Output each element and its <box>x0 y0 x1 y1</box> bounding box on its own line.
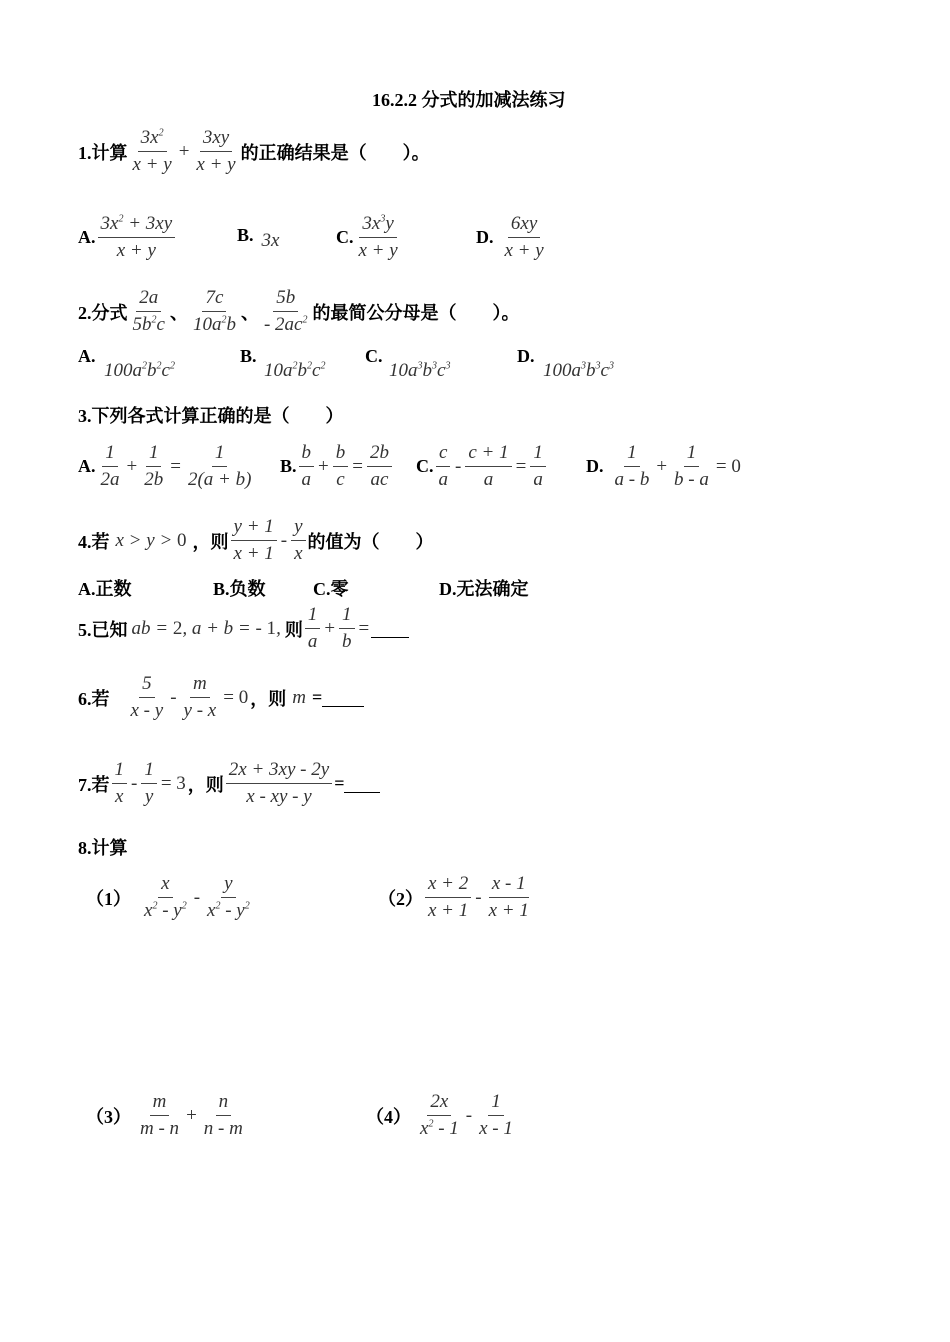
question-4: 4.若 x > y > 0 ，则 $\frac{y + 1}{x + 1}$ - $\frac{y}{x}$ 的值为（ ） <box>78 516 434 564</box>
q1-option-d: D. $\frac{6xy}{x + y}$ <box>476 213 544 261</box>
q1-tail: 的正确结果是（ ）。 <box>240 142 430 163</box>
option-label: D. <box>586 456 604 476</box>
part-label: （4） <box>366 1106 411 1127</box>
option-label: A. <box>78 456 96 476</box>
q4-option-a: A.正数 <box>78 579 132 599</box>
question-2: 2.分式 $\frac{2a}{5b^2c}$ 、 $\frac{7c}{10a^2b}$ 、 $\frac{5b}{- 2ac^2}$ 的最简公分母是（ ）。 <box>78 287 520 335</box>
q4-label: 4.若 <box>78 531 110 552</box>
q5-then: 则 <box>284 619 303 640</box>
question-7: 7.若 $\frac{1}{x}$ - $\frac{1}{y}$ = 3 ，则 $\frac{2x + 3xy - 2y}{x - xy - y}$ = <box>78 758 380 809</box>
q8-part-1: （1） $\frac{x}{x^2 - y^2}$ - $\frac{y}{x^2 - y^2}$ <box>86 873 250 921</box>
q2-option-a: A. $100a^2b^2c^2$ <box>78 346 175 381</box>
q4-option-d: D.无法确定 <box>439 579 529 599</box>
option-label: B. <box>280 456 297 476</box>
q6-then: ，则 <box>250 688 287 709</box>
q6-label: 6.若 <box>78 688 110 709</box>
q5-label: 5.已知 <box>78 619 128 640</box>
part-label: （2） <box>378 888 423 909</box>
part-label: （1） <box>86 888 131 909</box>
q4-option-b: B.负数 <box>213 579 266 599</box>
q7-then: ，则 <box>187 774 224 795</box>
question-8: 8.计算 <box>78 838 128 858</box>
q1-option-a: A. $\frac{3x^2 + 3xy}{x + y}$ <box>78 212 177 263</box>
option-label: B. <box>240 346 257 366</box>
q1-fraction-1: $\frac{3x^2}{x + y}$ <box>132 127 172 175</box>
q7-label: 7.若 <box>78 774 110 795</box>
q8-part-3: （3） $\frac{m}{m - n}$ + $\frac{n}{n - m}$ <box>86 1091 243 1139</box>
q4-option-c: C.零 <box>313 579 349 599</box>
q2-tail: 的最简公分母是（ ）。 <box>312 302 520 323</box>
q2-sep-2: 、 <box>240 302 259 323</box>
q2-option-d: D. $100a^3b^3c^3$ <box>517 346 614 381</box>
q3-option-d: D. $\frac{1}{a - b}$ + $\frac{1}{b - a}$ = 0 <box>586 442 741 490</box>
question-3: 3.下列各式计算正确的是（ ） <box>78 406 344 426</box>
question-5: 5.已知 ab = 2, a + b = - 1, 则 $\frac{1}{a}$ + $\frac{1}{b}$ = <box>78 603 409 654</box>
q3-option-c: C. $\frac{c}{a}$ - $\frac{c + 1}{a}$ = $\frac{1}{a}$ <box>416 441 548 492</box>
q1-option-c: C. $\frac{3x^3y}{x + y}$ <box>336 213 398 261</box>
q2-option-b: B. $10a^2b^2c^2$ <box>240 346 326 381</box>
option-label: A. <box>78 346 96 366</box>
q7-answer-blank[interactable] <box>344 774 380 793</box>
q3-option-a: A. $\frac{1}{2a}$ + $\frac{1}{2b}$ = $\frac{1}{2(a + b)}$ <box>78 442 252 490</box>
option-label: C. <box>365 346 383 366</box>
q4-then: ，则 <box>192 531 229 552</box>
q1-option-b: B. 3x <box>237 224 280 251</box>
q2-label: 2.分式 <box>78 302 128 323</box>
option-label: D. <box>517 346 535 366</box>
q8-part-4: （4） $\frac{2x}{x^2 - 1}$ - $\frac{1}{x - 1}$ <box>366 1091 513 1139</box>
part-label: （3） <box>86 1106 131 1127</box>
option-label: C. <box>416 456 434 476</box>
option-label: A. <box>78 227 96 247</box>
option-label: B. <box>237 224 254 245</box>
question-6: 6.若 $\frac{5}{x - y}$ - $\frac{m}{y - x}$ = 0 ，则 m = <box>78 672 364 723</box>
q8-part-2: （2） $\frac{x + 2}{x + 1}$ - $\frac{x - 1}{x + 1}$ <box>378 873 529 921</box>
q3-option-b: B. $\frac{b}{a}$ + $\frac{b}{c}$ = $\frac{2b}{ac}$ <box>280 441 394 492</box>
q2-sep-1: 、 <box>169 302 188 323</box>
q1-label: 1.计算 <box>78 142 128 163</box>
q2-option-c: C. $10a^3b^3c^3$ <box>365 346 451 381</box>
q1-fraction-2: $\frac{3xy}{x + y}$ <box>196 127 236 175</box>
q4-tail: 的值为（ ） <box>307 531 434 552</box>
q5-answer-blank[interactable] <box>371 619 409 638</box>
option-label: C. <box>336 227 354 247</box>
page-title: 16.2.2 分式的加减法练习 <box>372 90 566 110</box>
question-1: 1.计算 $\frac{3x^2}{x + y}$ + $\frac{3xy}{x + y}$ 的正确结果是（ ）。 <box>78 127 430 175</box>
q6-answer-blank[interactable] <box>322 688 364 707</box>
option-label: D. <box>476 227 494 247</box>
